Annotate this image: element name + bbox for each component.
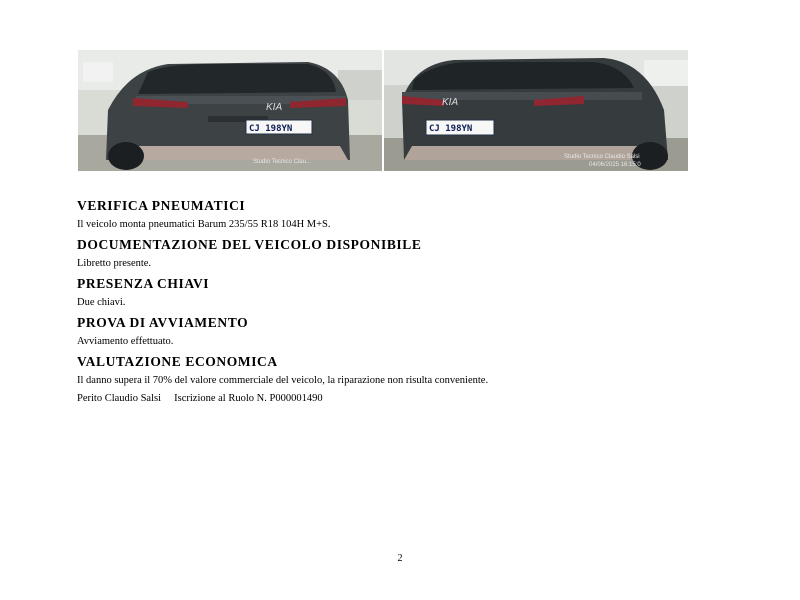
car-rear-photo-left (78, 50, 382, 171)
car-rear-image-left (78, 50, 382, 171)
car-rear-image-right (384, 50, 688, 171)
section-body-documents: Libretto presente. (77, 258, 152, 269)
photo-watermark-date: 04/06/2025 16:15:0 (589, 162, 641, 168)
section-body-keys: Due chiavi. (77, 297, 126, 308)
license-plate-right: CJ 198YN (429, 124, 473, 134)
photo-watermark-left: Studio Tecnico Clau... (253, 159, 311, 165)
page-number: 2 (397, 553, 403, 564)
section-body-tyres: Il veicolo monta pneumatici Barum 235/55 R18 104H M+S. (77, 219, 331, 230)
report-content (77, 196, 737, 406)
section-heading-keys: PRESENZA CHIAVI (77, 276, 210, 291)
photo-watermark-right: Studio Tecnico Claudio Salsi (564, 154, 640, 160)
kia-logo: KIA (266, 102, 283, 113)
section-heading-tyres: VERIFICA PNEUMATICI (77, 198, 246, 213)
section-body-startup: Avviamento effettuato. (77, 336, 174, 347)
section-body-valuation: Il danno supera il 70% del valore commerciale del veicolo, la riparazione non risulta conveniente. (77, 375, 489, 386)
kia-logo: KIA (442, 97, 459, 108)
section-heading-documents: DOCUMENTAZIONE DEL VEICOLO DISPONIBILE (77, 237, 422, 252)
section-heading-valuation: VALUTAZIONE ECONOMICA (77, 354, 278, 369)
section-heading-startup: PROVA DI AVVIAMENTO (77, 315, 249, 330)
license-plate-left: CJ 198YN (249, 124, 293, 134)
expert-signature-line: Perito Claudio Salsi Iscrizione al Ruolo N. P000001490 (77, 393, 323, 404)
car-rear-photo-right (384, 50, 688, 171)
